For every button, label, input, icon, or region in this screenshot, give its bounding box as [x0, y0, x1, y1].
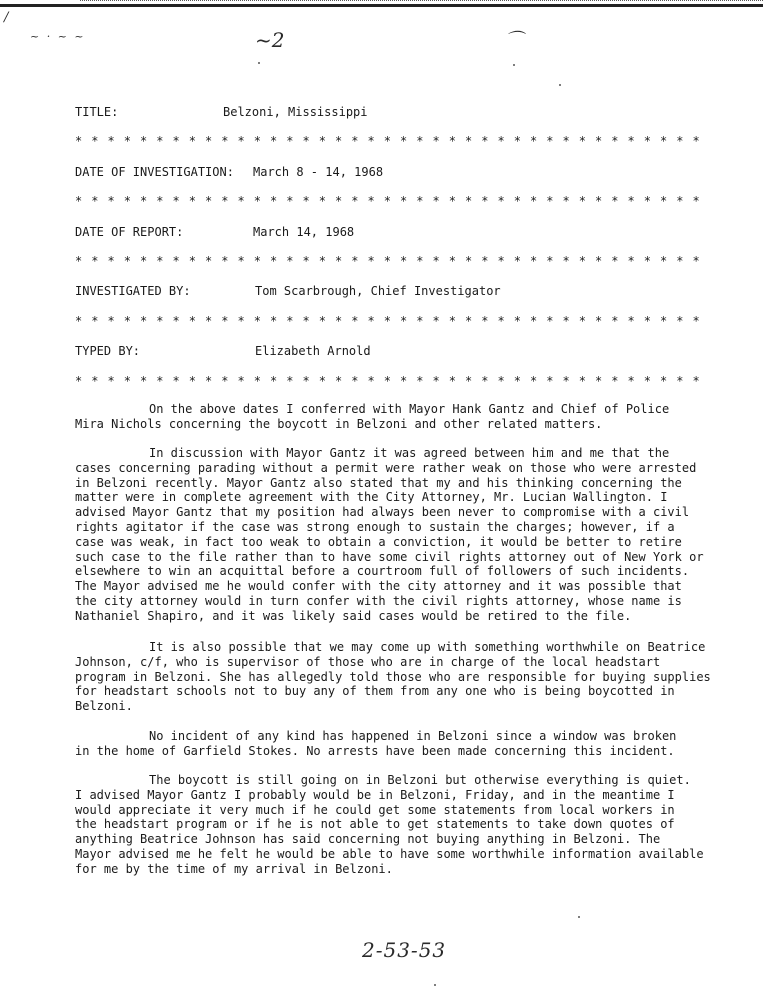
date-of-investigation-value: March 8 - 14, 1968 — [253, 165, 384, 179]
scan-speck — [578, 916, 580, 918]
paragraph-beatrice-johnson — [75, 640, 755, 714]
typed-by-label: TYPED BY: — [75, 344, 141, 358]
top-dotted-rule — [80, 0, 763, 3]
text-line: The boycott is still going on in Belzoni but otherwise everything is quiet. — [149, 773, 691, 787]
text-line: Mayor advised me he felt he would be able to have some worthwhile information available — [75, 846, 704, 861]
text-line: rights agitator if the case was strong enough to sustain the charges; however, if a — [75, 519, 675, 534]
title-value: Belzoni, Mississippi — [223, 105, 368, 119]
text-line: the city attorney would in turn confer with the civil rights attorney, whose name is — [75, 593, 682, 608]
text-line: anything Beatrice Johnson has said concerning not buying anything in Belzoni. The — [75, 832, 661, 847]
text-line: the headstart program or if he is not able to get statements to take down quotes of — [75, 817, 675, 832]
investigated-by-label: INVESTIGATED BY: — [75, 284, 191, 298]
date-of-report-label: DATE OF REPORT: — [75, 225, 184, 239]
handwritten-document-number: 2-53-53 — [362, 938, 447, 962]
text-line: for me by the time of my arrival in Belzoni. — [75, 861, 393, 876]
date-of-investigation-label: DATE OF INVESTIGATION: — [75, 165, 234, 179]
scan-speck — [258, 62, 260, 64]
title-label: TITLE: — [75, 105, 119, 119]
investigated-by-value: Tom Scarbrough, Chief Investigator — [255, 284, 501, 298]
scan-speck — [513, 64, 515, 66]
date-of-report-field — [75, 225, 355, 239]
text-line: Nathaniel Shapiro, and it was likely said cases would be retired to the file. — [75, 608, 632, 623]
text-line: cases concerning parading without a permit were rather weak on those who were arrested — [75, 460, 697, 475]
text-line: It is also possible that we may come up with something worthwhile on Beatrice — [149, 640, 706, 654]
text-line: in the home of Garfield Stokes. No arrests have been made concerning this incident. — [75, 743, 675, 758]
handwritten-page-number: ~2 — [255, 28, 285, 52]
investigated-by-field — [75, 284, 501, 298]
date-of-investigation-field — [75, 165, 384, 179]
text-line: No incident of any kind has happened in Belzoni since a window was broken — [149, 729, 677, 743]
paragraph-boycott-status — [75, 773, 755, 877]
text-line: in Belzoni recently. Mayor Gantz also stated that my and his thinking concerning the — [75, 475, 682, 490]
paragraph-no-incident — [75, 729, 755, 759]
scan-speck — [559, 84, 561, 86]
separator-row: * * * * * * * * * * * * * * * * * * * * * * * * * * * * * * * * * * * * * * * — [75, 254, 701, 268]
margin-scribble: ~ · ~ ~ — [30, 30, 86, 43]
text-line: Belzoni. — [75, 699, 133, 714]
typed-by-value: Elizabeth Arnold — [255, 344, 371, 358]
margin-tick-mark: / — [4, 10, 9, 25]
typed-by-field — [75, 344, 371, 358]
text-line: Mira Nichols concerning the boycott in Belzoni and other related matters. — [75, 416, 603, 431]
separator-row: * * * * * * * * * * * * * * * * * * * * * * * * * * * * * * * * * * * * * * * — [75, 374, 701, 388]
text-line: for headstart schools not to buy any of them from any one who is being boycotted in — [75, 684, 675, 699]
text-line: On the above dates I conferred with Mayor Hank Gantz and Chief of Police — [149, 402, 670, 416]
text-line: case was weak, in fact too weak to obtain a conviction, it would be better to retire — [75, 534, 682, 549]
text-line: would appreciate it very much if he could get some statements from local workers in — [75, 802, 675, 817]
handwritten-dash-mark: ⌒ — [505, 30, 523, 51]
date-of-report-value: March 14, 1968 — [253, 225, 355, 239]
text-line: advised Mayor Gantz that my position had always been never to compromise with a civil — [75, 505, 690, 520]
text-line: Johnson, c/f, who is supervisor of those who are in charge of the local headstart — [75, 654, 661, 669]
separator-row: * * * * * * * * * * * * * * * * * * * * * * * * * * * * * * * * * * * * * * * — [75, 194, 701, 208]
text-line: In discussion with Mayor Gantz it was agreed between him and me that the — [149, 446, 670, 460]
text-line: such case to the file rather than to have some civil rights attorney out of New York or — [75, 549, 704, 564]
separator-row: * * * * * * * * * * * * * * * * * * * * * * * * * * * * * * * * * * * * * * * — [75, 134, 701, 148]
paragraph-conference — [75, 402, 755, 432]
text-line: matter were in complete agreement with the City Attorney, Mr. Lucian Wallington. I — [75, 490, 668, 505]
separator-row: * * * * * * * * * * * * * * * * * * * * * * * * * * * * * * * * * * * * * * * — [75, 314, 701, 328]
text-line: program in Belzoni. She has allegedly told those who are responsible for buying supplies — [75, 669, 711, 684]
text-line: elsewhere to win an acquittal before a courtroom full of followers of such incidents. — [75, 564, 690, 579]
paragraph-discussion — [75, 446, 755, 624]
text-line: I advised Mayor Gantz I probably would be in Belzoni, Friday, and in the meantime I — [75, 787, 675, 802]
scan-speck — [434, 984, 436, 986]
top-scan-border — [0, 4, 763, 7]
text-line: The Mayor advised me he would confer with the city attorney and it was possible that — [75, 579, 682, 594]
title-field — [75, 105, 368, 119]
